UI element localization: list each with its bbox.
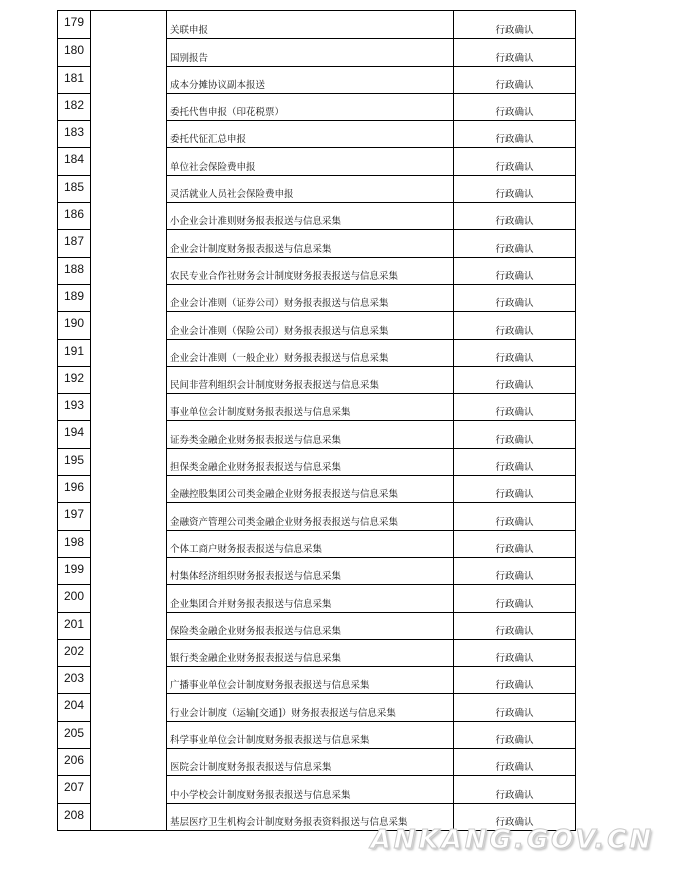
item-name: 关联申报 bbox=[167, 11, 454, 38]
item-type: 行政确认 bbox=[495, 735, 534, 747]
item-name: 企业会计准则（证券公司）财务报表报送与信息采集 bbox=[167, 285, 454, 311]
row-number: 179 bbox=[58, 11, 91, 38]
item-name: 国别报告 bbox=[167, 39, 454, 65]
item-type: 行政确认 bbox=[495, 161, 534, 173]
item-type: 行政确认 bbox=[495, 134, 534, 146]
item-name: 单位社会保险费申报 bbox=[167, 148, 454, 174]
item-type: 行政确认 bbox=[495, 653, 534, 665]
row-number: 180 bbox=[58, 39, 91, 65]
item-name: 金融资产管理公司类金融企业财务报表报送与信息采集 bbox=[167, 503, 454, 529]
row-number: 192 bbox=[58, 367, 91, 393]
row-number: 184 bbox=[58, 148, 91, 174]
row-number: 182 bbox=[58, 94, 91, 120]
row-number: 185 bbox=[58, 176, 91, 202]
item-type: 行政确认 bbox=[495, 380, 534, 392]
row-number: 181 bbox=[58, 67, 91, 93]
item-type: 行政确认 bbox=[495, 325, 534, 337]
item-name: 村集体经济组织财务报表报送与信息采集 bbox=[167, 558, 454, 584]
item-type: 行政确认 bbox=[495, 270, 534, 282]
items-table bbox=[57, 10, 576, 831]
row-number: 193 bbox=[58, 394, 91, 420]
row-number: 187 bbox=[58, 230, 91, 256]
item-name: 担保类金融企业财务报表报送与信息采集 bbox=[167, 449, 454, 475]
item-type: 行政确认 bbox=[495, 52, 534, 64]
row-number: 195 bbox=[58, 449, 91, 475]
item-name: 中小学校会计制度财务报表报送与信息采集 bbox=[167, 776, 454, 802]
row-number: 190 bbox=[58, 312, 91, 338]
row-number: 203 bbox=[58, 667, 91, 693]
row-number: 186 bbox=[58, 203, 91, 229]
item-type: 行政确认 bbox=[495, 571, 534, 583]
item-type: 行政确认 bbox=[495, 543, 534, 555]
item-name: 医院会计制度财务报表报送与信息采集 bbox=[167, 749, 454, 775]
row-number: 188 bbox=[58, 258, 91, 284]
row-number: 204 bbox=[58, 694, 91, 720]
item-name: 企业会计准则（一般企业）财务报表报送与信息采集 bbox=[167, 340, 454, 366]
item-type: 行政确认 bbox=[495, 79, 534, 91]
item-name: 农民专业合作社财务会计制度财务报表报送与信息采集 bbox=[167, 258, 454, 284]
row-number: 201 bbox=[58, 613, 91, 639]
item-name: 委托代售申报（印花税票） bbox=[167, 94, 454, 120]
item-type: 行政确认 bbox=[495, 762, 534, 774]
item-type: 行政确认 bbox=[495, 298, 534, 310]
item-type: 行政确认 bbox=[495, 216, 534, 228]
row-number: 206 bbox=[58, 749, 91, 775]
row-number: 207 bbox=[58, 776, 91, 802]
item-type: 行政确认 bbox=[495, 789, 534, 801]
row-number: 202 bbox=[58, 640, 91, 666]
row-number: 208 bbox=[58, 804, 91, 830]
row-number: 191 bbox=[58, 340, 91, 366]
item-name: 基层医疗卫生机构会计制度财务报表资料报送与信息采集 bbox=[167, 804, 454, 830]
item-name: 企业会计准则（保险公司）财务报表报送与信息采集 bbox=[167, 312, 454, 338]
row-number: 200 bbox=[58, 585, 91, 611]
item-name: 科学事业单位会计制度财务报表报送与信息采集 bbox=[167, 722, 454, 748]
item-type: 行政确认 bbox=[495, 516, 534, 528]
item-type: 行政确认 bbox=[495, 243, 534, 255]
item-name: 企业会计制度财务报表报送与信息采集 bbox=[167, 230, 454, 256]
item-type: 行政确认 bbox=[495, 462, 534, 474]
site-watermark: ANKANG.GOV.CN bbox=[370, 825, 654, 855]
merged-category-cell bbox=[91, 11, 167, 830]
item-name: 企业集团合并财务报表报送与信息采集 bbox=[167, 585, 454, 611]
item-name: 保险类金融企业财务报表报送与信息采集 bbox=[167, 613, 454, 639]
item-name: 事业单位会计制度财务报表报送与信息采集 bbox=[167, 394, 454, 420]
item-name: 证券类金融企业财务报表报送与信息采集 bbox=[167, 421, 454, 447]
item-type: 行政确认 bbox=[495, 598, 534, 610]
row-number: 205 bbox=[58, 722, 91, 748]
item-name: 民间非营利组织会计制度财务报表报送与信息采集 bbox=[167, 367, 454, 393]
item-type: 行政确认 bbox=[495, 189, 534, 201]
item-name: 银行类金融企业财务报表报送与信息采集 bbox=[167, 640, 454, 666]
row-number: 194 bbox=[58, 421, 91, 447]
item-type: 行政确认 bbox=[495, 489, 534, 501]
row-number: 196 bbox=[58, 476, 91, 502]
row-number: 189 bbox=[58, 285, 91, 311]
item-type: 行政确认 bbox=[495, 707, 534, 719]
item-name: 小企业会计准则财务报表报送与信息采集 bbox=[167, 203, 454, 229]
item-name: 个体工商户财务报表报送与信息采集 bbox=[167, 531, 454, 557]
item-type: 行政确认 bbox=[495, 25, 534, 37]
item-type: 行政确认 bbox=[495, 680, 534, 692]
row-number: 199 bbox=[58, 558, 91, 584]
item-type: 行政确认 bbox=[495, 352, 534, 364]
item-name: 成本分摊协议副本报送 bbox=[167, 67, 454, 93]
row-number: 198 bbox=[58, 531, 91, 557]
item-name: 金融控股集团公司类金融企业财务报表报送与信息采集 bbox=[167, 476, 454, 502]
item-name: 行业会计制度（运输[交通]）财务报表报送与信息采集 bbox=[167, 694, 454, 720]
item-type: 行政确认 bbox=[495, 625, 534, 637]
item-name: 广播事业单位会计制度财务报表报送与信息采集 bbox=[167, 667, 454, 693]
item-name: 灵活就业人员社会保险费申报 bbox=[167, 176, 454, 202]
item-type: 行政确认 bbox=[495, 407, 534, 419]
item-type: 行政确认 bbox=[495, 434, 534, 446]
item-name: 委托代征汇总申报 bbox=[167, 121, 454, 147]
item-type: 行政确认 bbox=[495, 107, 534, 119]
row-number: 183 bbox=[58, 121, 91, 147]
row-number: 197 bbox=[58, 503, 91, 529]
item-type: 行政确认 bbox=[495, 816, 534, 828]
